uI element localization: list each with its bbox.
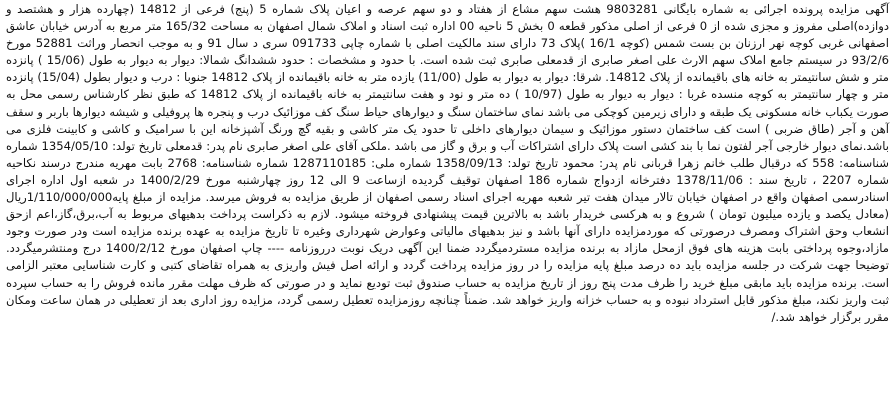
auction-notice-text: آگهی مزایده پرونده اجرائی به شماره بایگانی 9803281 هشت سهم مشاع از هفتاد و دو سهم عرصه و اعیان پلاک شماره 5 (پنج) فرعی از 14812 (چهارده هزار و هشتصد و دوازده)اصلی مفروز و مجزی شده از 0 فرعی از اصلی مذکور قطعه 0 بخش 5 ناحیه 00 اداره ثبت اسناد و املاک شمال اصفهان به مساحت 165/32 متر مربع به آدرس خیابان عاشق اصفهانی غربی کوچه نهر ارزنان بن بست شمس (کوچه 16/1 )پلاک 73 دارای سند مالکیت اصلی با شماره چاپی 091733 سری د سال 91 و به موجب انحصار وراثت 52881 مورخ 93/2/6 در سیستم جامع املاک سهم الارث علی اصغر صابری از قدمعلی صابری ثبت شده است. با حدود و مشخصات : حدود ششدانگ شمالا: دیوار به دیوار به طول (15/06 ) پانزده متر و شش سانتیمتر به خانه های باقیمانده از پلاک 14812. شرقا: دیوار به دیوار به طول (11/00) یازده متر به خانه باقیمانده از پلاک 14812 جنوبا : درب و دیوار بطول (15/04) پانزده متر و چهار سانتیمتر به کوچه منسده غربا : دیوار به دیوار به طول (10/97 ) ده متر و نود و هفت سانتیمتر به خانه باقیمانده از پلاک 14812 که طبق نظر کارشناس رسمی محل به صورت یکباب خانه مسکونی یک طبقه و دارای زیرمین کوچکی می باشد نمای ساختمان سنگ و دیوارهای حیاط سنگ کف موزائیک درب و پنجره ها پروفیلی و شیشه دیوارها باربر و سقف آهن و آجر (طاق ضربی ) است کف ساختمان دستور موزائیک و سیمان دیوارهای داخلی تا حدود یک متر کاشی و بقیه گچ ورنگ آشپزخانه این با سرامیک و کاشی و کابینت فلزی می باشد.نمای دیوار خارجی آجر لفتون نما با بند کشی است پلاک دارای اشتراکات آب و برق و گاز می باشد .ملکی آقای علی اصغر صابری نام پدر: قدمعلی تاریخ تولد: 1354/05/10 شماره شناسنامه: 558 که درقبال طلب خانم زهرا قربانی نام پدر: محمود تاریخ تولد: 1358/09/13 شماره ملی: 1287110185 شماره شناسنامه: 2768 بابت مهریه مندرج درسند نکاحیه شماره 2207 ، تاریخ سند : 1378/11/06 دفترخانه ازدواج شماره 186 اصفهان توقیف گردیده ازساعت 9 الی 12 روز چهارشنبه مورخ 1400/2/29 در شعبه اول اداره اجرای اسنادرسمی اصفهان واقع در اصفهان خیابان تالار میدان هفت تیر شعبه مهریه اجرای اسناد رسمی اصفهان از طریق مزایده به فروش میرسد. مزایده از مبلغ پایه1/110/000/000ریال (معادل یکصد و یازده میلیون تومان ) شروع و به هرکسی خریدار باشد به بالاترین قیمت پیشنهادی فروخته میشود. لازم به ذکراست پرداخت بدهیهای مربوط به آب،برق،گاز،اعم ازحق انشعاب وحق اشتراک ومصرف درصورتی که موردمزایده دارای آنها باشد و نیز بدهیهای مالیاتی وعوارض شهرداری وغیره تا تاریخ مزایده به عهده برنده مزایده است ودر صورت وجود مازاد،وجوه پرداختی بابت هزینه های فوق ازمحل مازاد به برنده مزایده مستردمیگردد ضمنا این آگهی دریک نوبت درروزنامه ---- چاپ اصفهان مورخ 1400/2/12 درج ومنتشرمیگردد. توضیحا جهت شرکت در جلسه مزایده باید ده درصد مبلغ پایه مزایده را در روز مزایده پرداخت گردد و ارائه اصل فیش واریزی به همراه تقاضای کتبی و کارت شناسایی معتبر الزامی است. برنده مزایده باید مابقی مبلغ خرید را ظرف مدت پنج روز از تاریخ مزایده به حساب صندوق ثبت تودیع نماید و در صورتی که ظرف مهلت مقرر مانده فروش را به حساب سپرده ثبت واریز نکند، مبلغ مذکور قابل استرداد نبوده و به حساب خزانه واریز خواهد شد. ضمناً چنانچه روزمزایده تعطیل رسمی گردد، مزایده روز اداری بعد از تعطیلی در همان ساعت ومکان مقرر برگزار خواهد شد./ — [6, 2, 890, 324]
